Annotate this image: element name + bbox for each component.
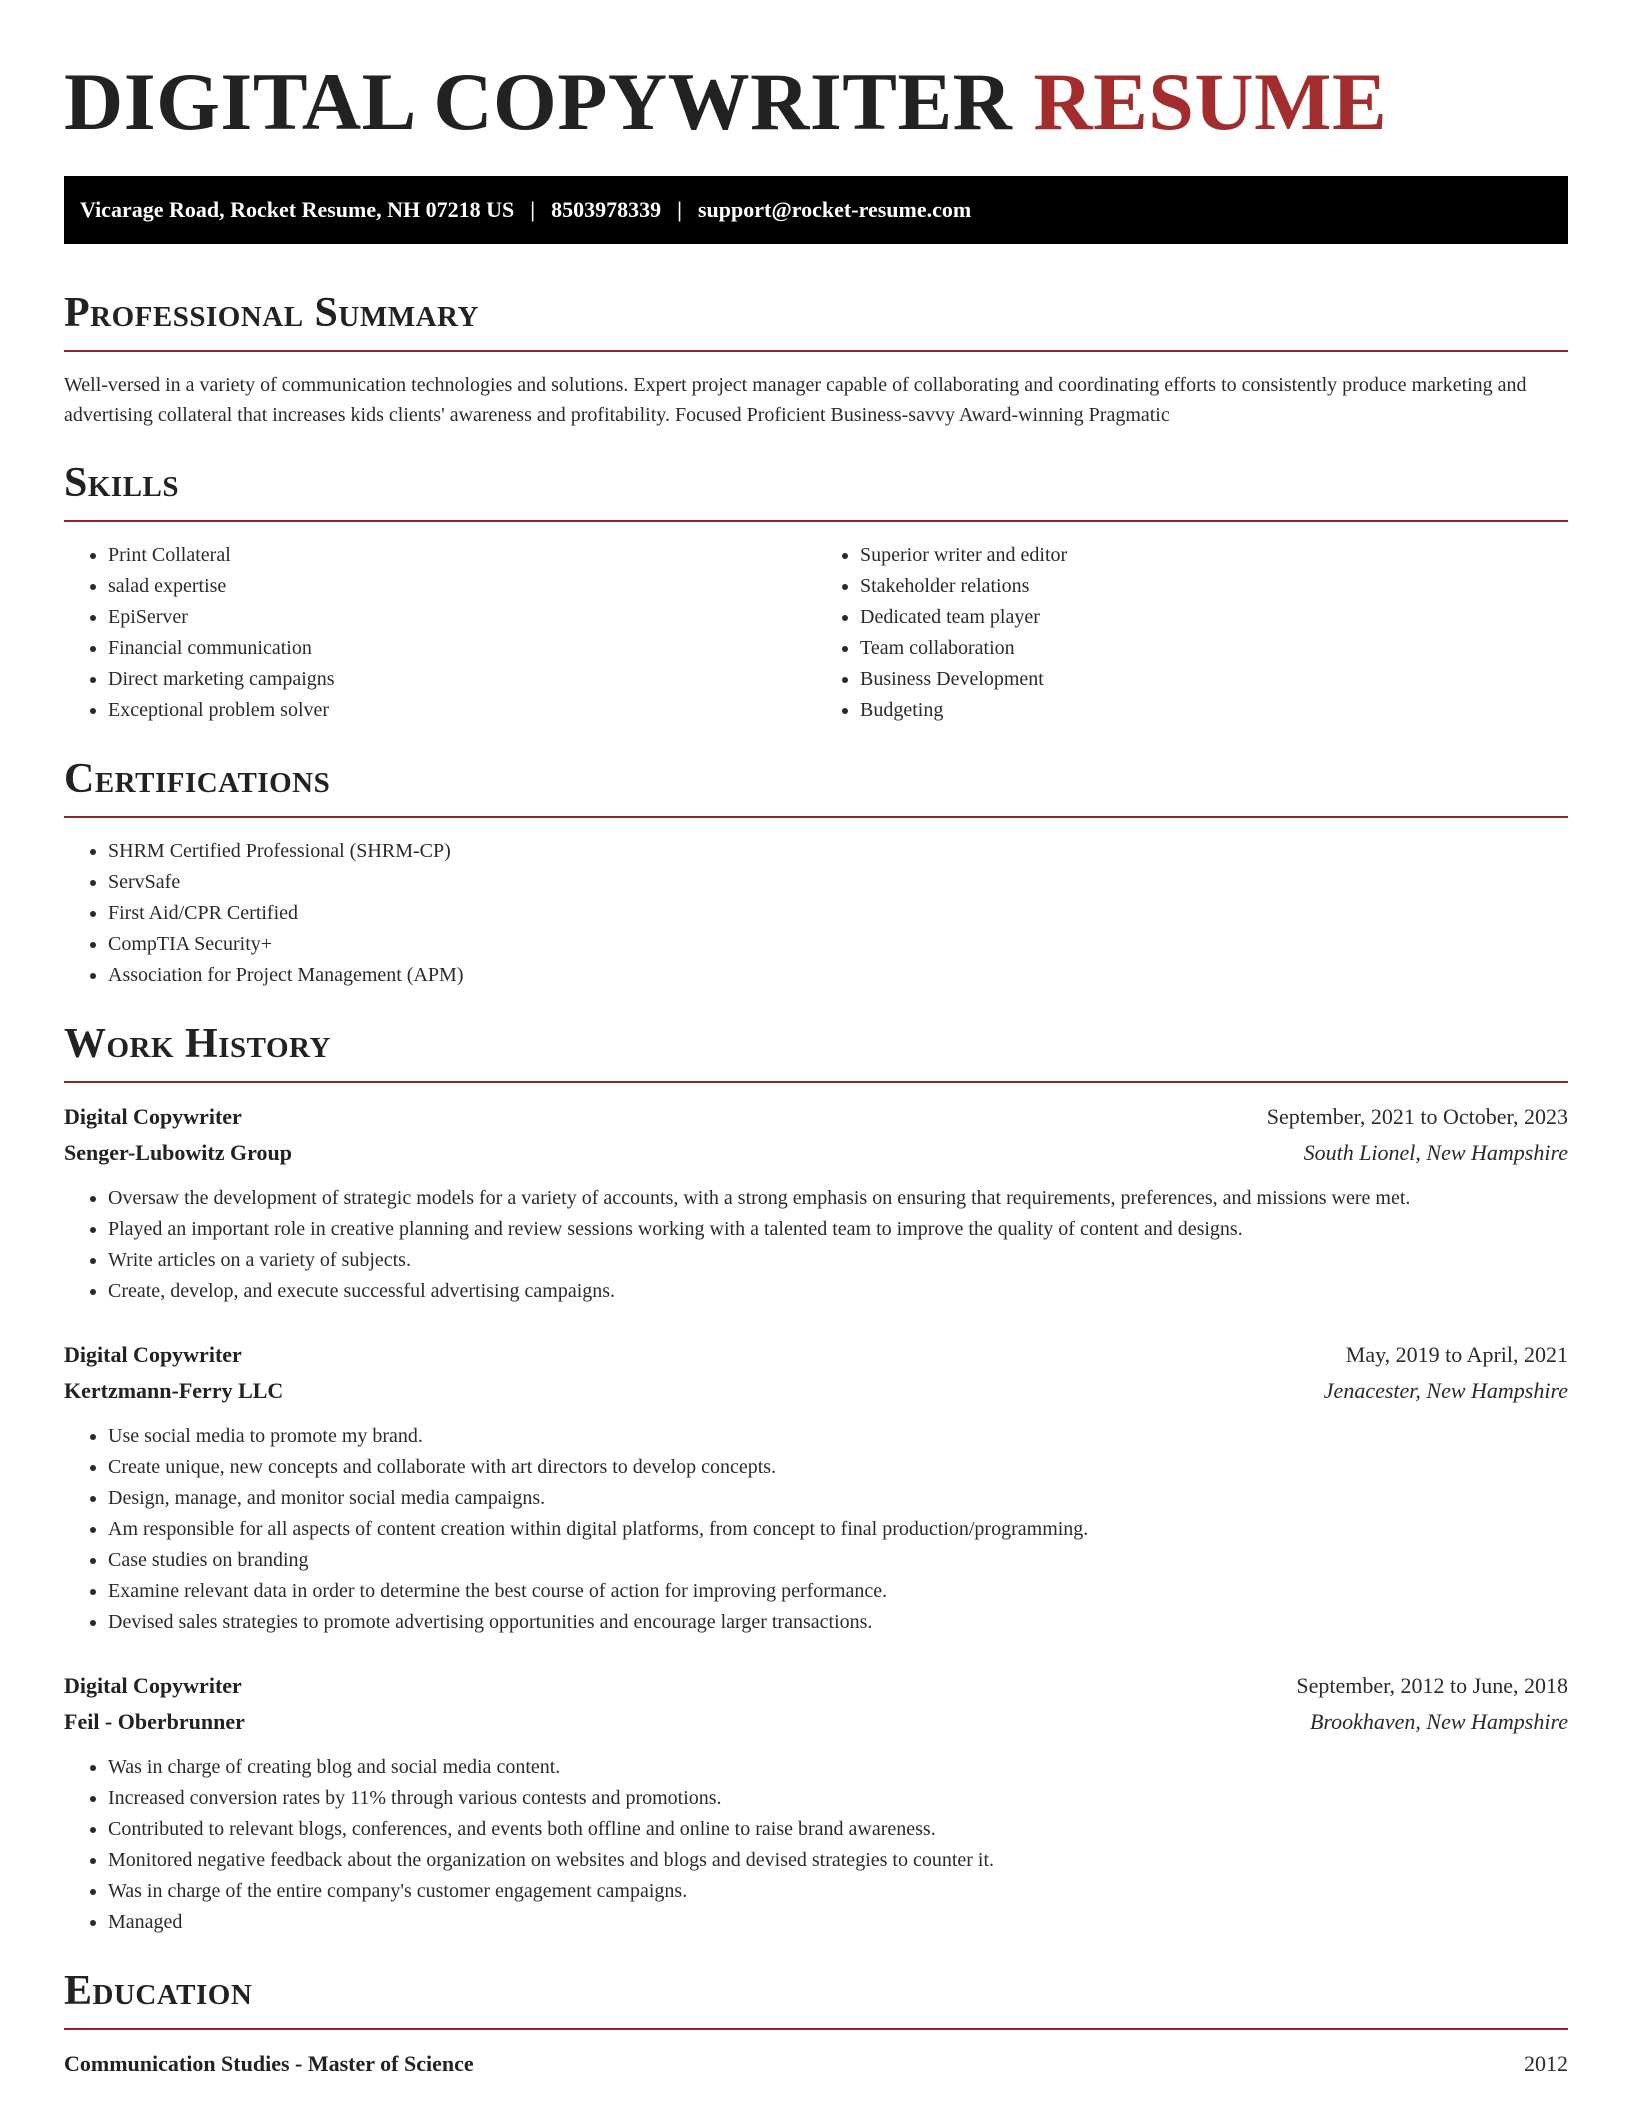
- job-bullet: • Was in charge of the entire company's customer engagement campaigns.: [108, 1876, 1568, 1907]
- contact-email: support@rocket-resume.com: [697, 197, 972, 222]
- job-bullet: • Create, develop, and execute successful advertising campaigns.: [108, 1276, 1568, 1307]
- job-location: South Lionel, New Hampshire: [1303, 1140, 1568, 1165]
- skill-item: • Business Development: [860, 664, 1568, 695]
- job-title: Digital Copywriter: [64, 1673, 242, 1698]
- job-bullet: • Oversaw the development of strategic models for a variety of accounts, with a strong emphasis on ensuring that requirements, preferences, and missions were met.: [108, 1183, 1568, 1214]
- education-row: [64, 2046, 1568, 2082]
- job-bullet: • Examine relevant data in order to determine the best course of action for improving performance.: [108, 1576, 1568, 1607]
- job-bullet: • Managed: [108, 1907, 1568, 1938]
- job-title: Digital Copywriter: [64, 1104, 242, 1129]
- job-dates: September, 2021 to October, 2023: [1266, 1104, 1568, 1129]
- contact-address: Vicarage Road, Rocket Resume, NH 07218 US: [80, 197, 515, 222]
- certification-item: • ServSafe: [108, 867, 1568, 898]
- job-bullet: • Contributed to relevant blogs, conferences, and events both offline and online to raise brand awareness.: [108, 1814, 1568, 1845]
- job-company: Kertzmann-Ferry LLC: [64, 1378, 284, 1403]
- job-bullet: • Devised sales strategies to promote advertising opportunities and encourage larger transactions.: [108, 1607, 1568, 1638]
- job-company-row: [64, 1704, 1568, 1740]
- job-bullet: • Case studies on branding: [108, 1545, 1568, 1576]
- certifications-section: [64, 754, 1568, 991]
- skill-item: • Superior writer and editor: [860, 540, 1568, 571]
- job-company: Feil - Oberbrunner: [64, 1709, 245, 1734]
- skills-left-list: [64, 540, 816, 726]
- section-heading: Certifications: [64, 756, 331, 802]
- section-heading: Work History: [64, 1021, 331, 1067]
- job-header-row: [64, 1668, 1568, 1704]
- skills-right-list: [816, 540, 1568, 726]
- job-bullets: [64, 1183, 1568, 1307]
- job-title: Digital Copywriter: [64, 1342, 242, 1367]
- skill-item: • Dedicated team player: [860, 602, 1568, 633]
- skill-item: • Exceptional problem solver: [108, 695, 816, 726]
- skill-item: • Team collaboration: [860, 633, 1568, 664]
- job-bullet: • Create unique, new concepts and collaborate with art directors to develop concepts.: [108, 1452, 1568, 1483]
- section-heading: Skills: [64, 460, 180, 506]
- job-bullet: • Played an important role in creative planning and review sessions working with a talented team to improve the quality of content and designs.: [108, 1214, 1568, 1245]
- job-bullet: • Was in charge of creating blog and social media content.: [108, 1752, 1568, 1783]
- section-heading: Professional Summary: [64, 290, 479, 336]
- skill-item: • Print Collateral: [108, 540, 816, 571]
- job-bullet: • Am responsible for all aspects of content creation within digital platforms, from concept to final production/programming.: [108, 1514, 1568, 1545]
- skill-item: • Stakeholder relations: [860, 571, 1568, 602]
- skills-grid: [64, 522, 1568, 726]
- job-entry: [64, 1337, 1568, 1638]
- section-divider: [64, 816, 1568, 818]
- resume-title: [64, 52, 1568, 152]
- skills-section: [64, 458, 1568, 726]
- job-dates: September, 2012 to June, 2018: [1296, 1673, 1568, 1698]
- education-section: [64, 1966, 1568, 2082]
- education-year: 2012: [1524, 2051, 1568, 2076]
- job-bullet: • Increased conversion rates by 11% through various contests and promotions.: [108, 1783, 1568, 1814]
- certification-item: • CompTIA Security+: [108, 929, 1568, 960]
- title-accent: RESUME: [1033, 56, 1388, 147]
- summary-text: Well-versed in a variety of communication technologies and solutions. Expert project manager capable of collaborating and coordinating efforts to consistently produce marketing and advertising collateral that increases kids clients' awareness and profitability. Focused Proficient Business-savvy Award-winning Pragmatic: [64, 374, 1527, 426]
- job-bullets: [64, 1752, 1568, 1938]
- job-bullet: • Monitored negative feedback about the organization on websites and blogs and devised strategies to counter it.: [108, 1845, 1568, 1876]
- contact-phone: 8503978339: [551, 197, 662, 222]
- job-header-row: [64, 1337, 1568, 1373]
- job-header-row: [64, 1099, 1568, 1135]
- work-history-section: [64, 1019, 1568, 1938]
- job-company: Senger-Lubowitz Group: [64, 1140, 292, 1165]
- job-location: Brookhaven, New Hampshire: [1309, 1709, 1568, 1734]
- job-company-row: [64, 1135, 1568, 1171]
- job-entry: [64, 1099, 1568, 1307]
- section-divider: [64, 350, 1568, 352]
- education-degree: Communication Studies - Master of Science: [64, 2051, 474, 2076]
- job-bullets: [64, 1421, 1568, 1638]
- certifications-list: [64, 836, 1568, 991]
- job-bullet: • Use social media to promote my brand.: [108, 1421, 1568, 1452]
- skill-item: • Direct marketing campaigns: [108, 664, 816, 695]
- section-divider: [64, 1081, 1568, 1083]
- skill-item: • Budgeting: [860, 695, 1568, 726]
- contact-separator: |: [677, 197, 682, 222]
- skill-item: • EpiServer: [108, 602, 816, 633]
- summary-section: [64, 288, 1568, 430]
- job-entry: [64, 1668, 1568, 1938]
- certification-item: • SHRM Certified Professional (SHRM-CP): [108, 836, 1568, 867]
- job-location: Jenacester, New Hampshire: [1323, 1378, 1568, 1403]
- job-dates: May, 2019 to April, 2021: [1345, 1342, 1568, 1367]
- skill-item: • salad expertise: [108, 571, 816, 602]
- contact-separator: |: [530, 197, 536, 222]
- certification-item: • First Aid/CPR Certified: [108, 898, 1568, 929]
- title-main: DIGITAL COPYWRITER: [64, 56, 1013, 147]
- section-divider: [64, 2028, 1568, 2030]
- job-bullet: • Design, manage, and monitor social media campaigns.: [108, 1483, 1568, 1514]
- contact-bar: [64, 176, 1568, 244]
- education-entry: [64, 2046, 1568, 2082]
- skill-item: • Financial communication: [108, 633, 816, 664]
- job-company-row: [64, 1373, 1568, 1409]
- section-heading: Education: [64, 1968, 253, 2014]
- certification-item: • Association for Project Management (APM): [108, 960, 1568, 991]
- job-bullet: • Write articles on a variety of subjects.: [108, 1245, 1568, 1276]
